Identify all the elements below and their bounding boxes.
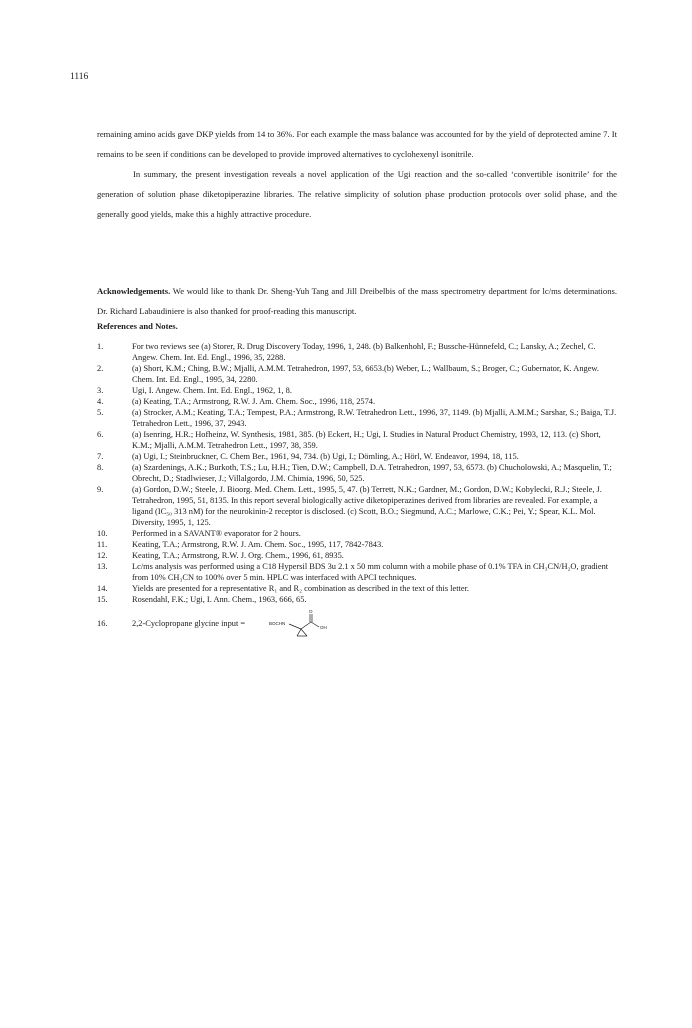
reference-item xyxy=(97,462,619,484)
structure-label-o: O xyxy=(309,609,313,614)
reference-number: 15. xyxy=(97,595,108,604)
reference-text: Yields are presented for a representative R₁ and R₂ combination as described in the text of this letter. xyxy=(132,584,470,593)
reference-number: 10. xyxy=(97,529,108,538)
reference-number: 3. xyxy=(97,386,104,395)
reference-number: 9. xyxy=(97,485,104,494)
reference-text: (a) Strocker, A.M.; Keating, T.A.; Tempest, P.A.; Armstrong, R.W. Tetrahedron Lett., 1996, 37, 1149. (b) Mjalli, A.M.M.; Sarshar, S.; Baiga, T.J. Tetrahedron Lett., 1996, 37, 2943. xyxy=(132,408,617,428)
reference-item xyxy=(97,385,619,396)
references-list xyxy=(97,341,619,637)
reference-item xyxy=(97,396,619,407)
reference-number: 6. xyxy=(97,430,104,439)
reference-item-16 xyxy=(97,609,619,637)
reference-number: 1. xyxy=(97,342,104,351)
reference-text: (a) Szardenings, A.K.; Burkoth, T.S.; Lu, H.H.; Tien, D.W.; Campbell, D.A. Tetrahedron, 1997, 53, 6573. (b) Chucholowski, A.; Masquelin, T.; Obrecht, D.; Stadlwieser, J.; Villalgordo, J.M. Chimia, 1996, 50, 525. xyxy=(132,463,612,483)
structure-label-bochn: BOCHN xyxy=(269,621,286,626)
reference-number: 4. xyxy=(97,397,104,406)
reference-text: Rosendahl, F.K.; Ugi, I. Ann. Chem., 1963, 666, 65. xyxy=(132,595,307,604)
reference-text: (a) Isenring, H.R.; Hofheinz, W. Synthesis, 1981, 385. (b) Eckert, H.; Ugi, I. Studies in Natural Product Chemistry, 1993, 12, 113. (c) Short, K.M.; Mjalli, A.M.M. Tetrahedron Lett., 1997, 38, 359. xyxy=(132,430,601,450)
reference-text: (a) Gordon, D.W.; Steele, J. Bioorg. Med. Chem. Lett., 1995, 5, 47. (b) Terrett, N.K.; Gardner, M.; Gordon, D.W.; Kobylecki, R.J.; Steele, J. Tetrahedron, 1995, 51, 8135. In this report several biologically active diketopiperazines derived from libraries are revealed. For example, a ligand (IC₅₀ 313 nM) for the neurokinin-2 receptor is disclosed. (c) Scott, B.O.; Siegmund, A.C.; Marlowe, C.K.; Pei, Y.; Spear, K.L. Mol. Diversity, 1995, 1, 125. xyxy=(132,485,602,527)
reference-item xyxy=(97,583,619,594)
page-number: 1116 xyxy=(70,72,89,82)
reference-number: 16. xyxy=(97,618,108,628)
reference-number: 12. xyxy=(97,551,108,560)
reference-text: Keating, T.A.; Armstrong, R.W. J. Org. Chem., 1996, 61, 8935. xyxy=(132,551,344,560)
acknowledgements-heading: Acknowledgements. xyxy=(97,286,171,296)
cyclopropane-glycine-structure xyxy=(255,609,365,637)
structure-label-oh: OH xyxy=(320,625,327,630)
reference-item xyxy=(97,341,619,363)
reference-item xyxy=(97,550,619,561)
reference-number: 2. xyxy=(97,364,104,373)
reference-text: (a) Keating, T.A.; Armstrong, R.W. J. Am. Chem. Soc., 1996, 118, 2574. xyxy=(132,397,376,406)
reference-text: For two reviews see (a) Storer, R. Drug Discovery Today, 1996, 1, 248. (b) Balkenhohl, F.; Bussche-Hünnefeld, C.; Lansky, A.; Zechel, C. Angew. Chem. Int. Ed. Engl., 1996, 35, 2288. xyxy=(132,342,596,362)
reference-item xyxy=(97,363,619,385)
reference-text: Ugi, I. Angew. Chem. Int. Ed. Engl., 1962, 1, 8. xyxy=(132,386,292,395)
reference-text: 2,2-Cyclopropane glycine input = xyxy=(132,618,246,628)
paragraph-1: remaining amino acids gave DKP yields from 14 to 36%. For each example the mass balance was accounted for by the yield of deprotected amine 7. It remains to be seen if conditions can be developed to provide improved alternatives to cyclohexenyl isonitrile. xyxy=(97,129,617,159)
reference-text: (a) Short, K.M.; Ching, B.W.; Mjalli, A.M.M. Tetrahedron, 1997, 53, 6653.(b) Weber, L.; Wallbaum, S.; Broger, C.; Gubernator, K. Angew. Chem. Int. Ed. Engl., 1995, 34, 2280. xyxy=(132,364,600,384)
body-text xyxy=(97,124,617,224)
acknowledgements-text: We would like to thank Dr. Sheng-Yuh Tang and Jill Dreibelbis of the mass spectrometry department for lc/ms determinations. Dr. Richard Labaudiniere is also thanked for proof-reading this manuscript. xyxy=(97,286,617,316)
reference-number: 13. xyxy=(97,562,108,571)
reference-text: (a) Ugi, I.; Steinbruckner, C. Chem Ber., 1961, 94, 734. (b) Ugi, I.; Dömling, A.; Hörl, W. Endeavor, 1994, 18, 115. xyxy=(132,452,519,461)
reference-number: 5. xyxy=(97,408,104,417)
reference-item xyxy=(97,539,619,550)
reference-text: Keating, T.A.; Armstrong, R.W. J. Am. Chem. Soc., 1995, 117, 7842-7843. xyxy=(132,540,384,549)
paragraph-summary: In summary, the present investigation reveals a novel application of the Ugi reaction and the so-called ‘convertible isonitrile’ for the generation of solution phase diketopiperazine libraries. The relative simplicity of solution phase production protocols over solid phase, and the generally good yields, make this a highly attractive procedure. xyxy=(97,169,617,219)
reference-text: Performed in a SAVANT® evaporator for 2 hours. xyxy=(132,529,301,538)
reference-item xyxy=(97,451,619,462)
reference-item xyxy=(97,484,619,528)
reference-item xyxy=(97,594,619,605)
reference-number: 11. xyxy=(97,540,108,549)
reference-item xyxy=(97,561,619,583)
reference-number: 7. xyxy=(97,452,104,461)
reference-number: 14. xyxy=(97,584,108,593)
reference-item xyxy=(97,407,619,429)
reference-item xyxy=(97,528,619,539)
acknowledgements xyxy=(97,281,617,321)
reference-text: Lc/ms analysis was performed using a C18 Hypersil BDS 3u 2.1 x 50 mm column with a mobile phase of 0.1% TFA in CH₃CN/H₂O, gradient from 10% CH₃CN to 100% over 5 min. HPLC was interfaced with APCI techniques. xyxy=(132,562,609,582)
reference-number: 8. xyxy=(97,463,104,472)
references-heading: References and Notes. xyxy=(97,321,178,331)
reference-item xyxy=(97,429,619,451)
